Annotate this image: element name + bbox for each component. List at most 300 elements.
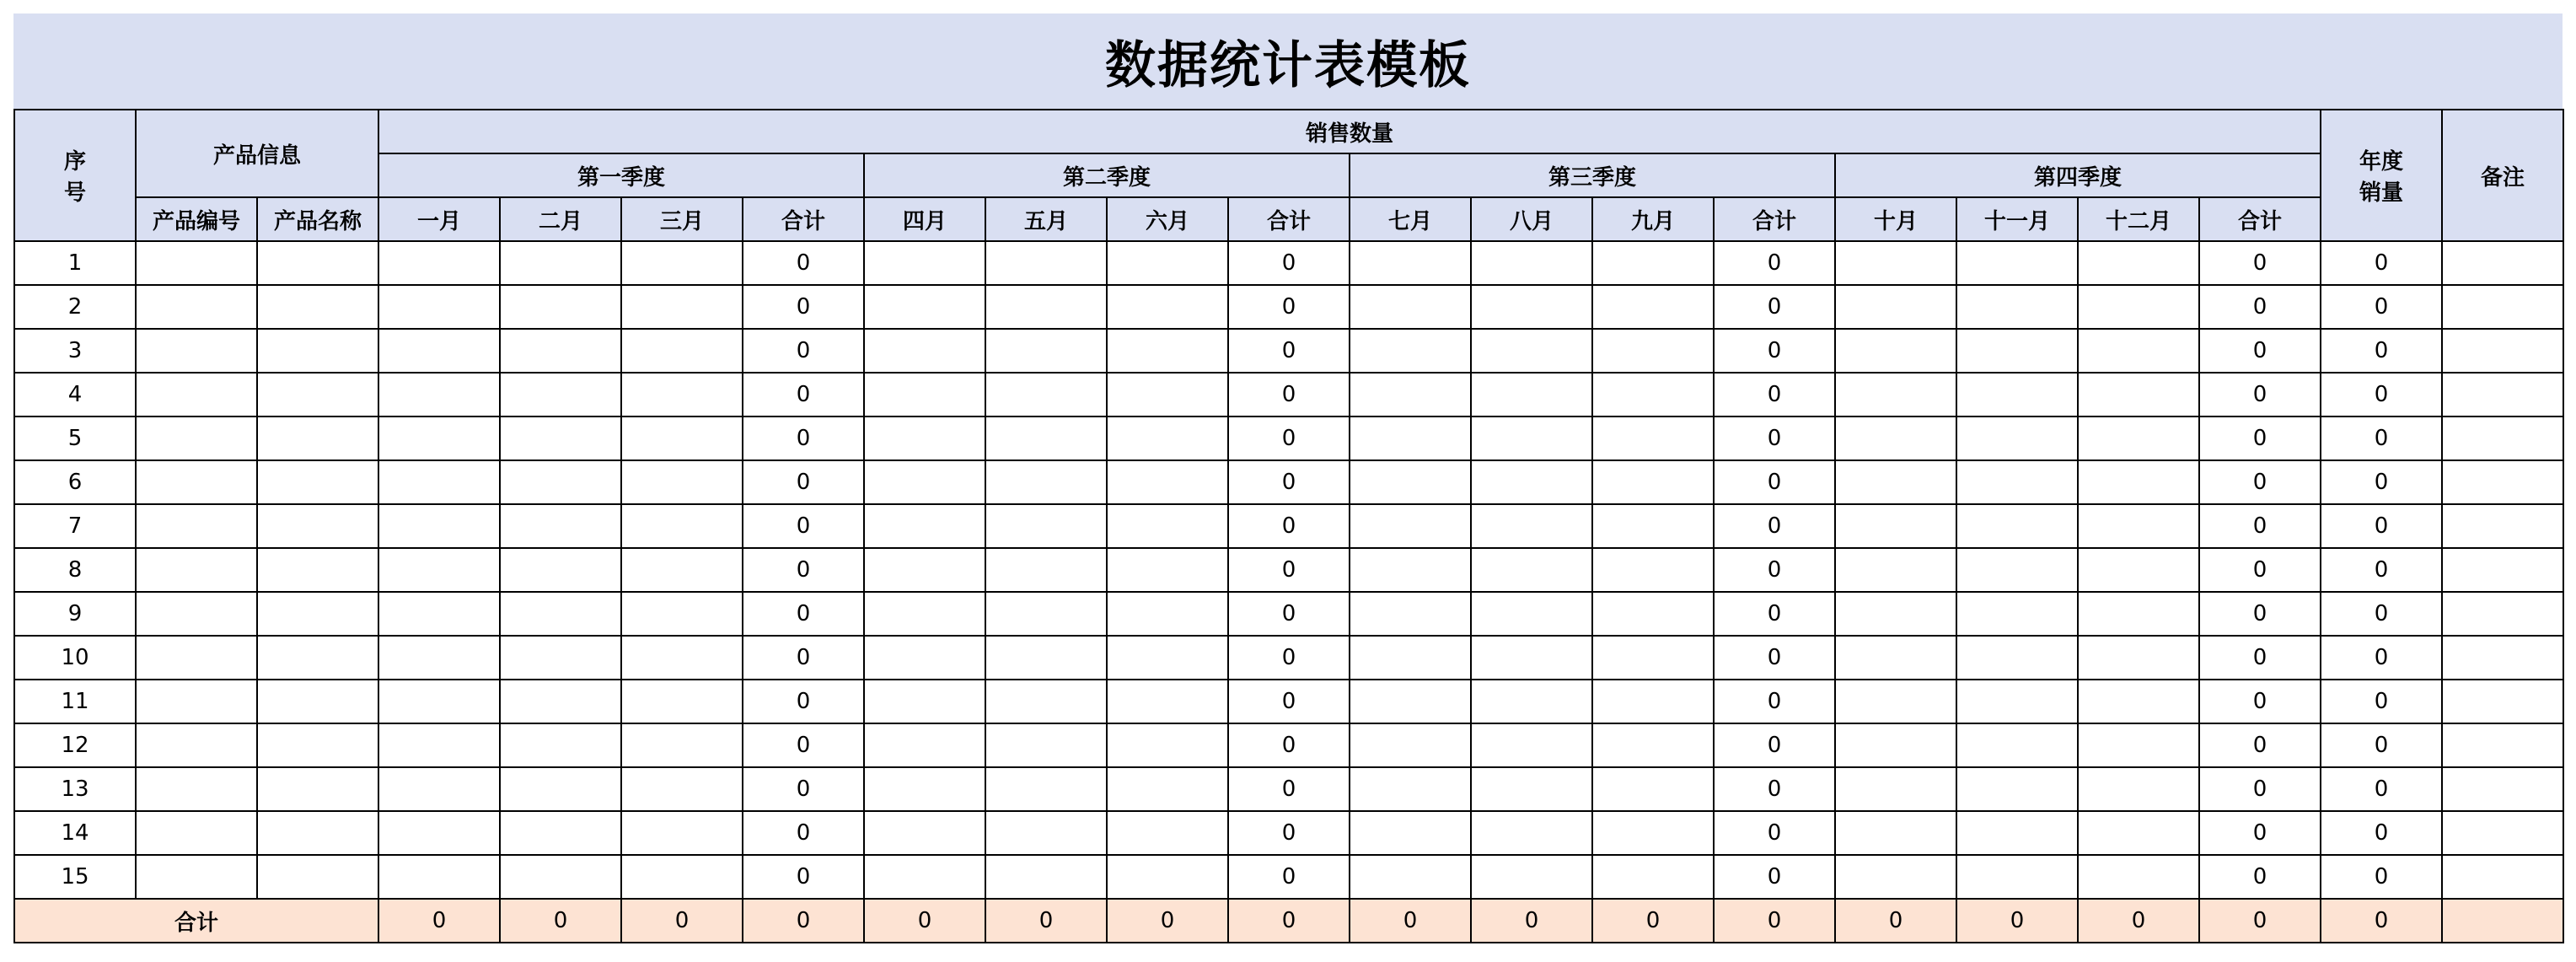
annual-sales-cell[interactable]: 0 bbox=[2321, 855, 2442, 899]
month-cell[interactable] bbox=[2078, 592, 2199, 636]
seq-cell[interactable]: 4 bbox=[14, 373, 136, 417]
month-cell[interactable] bbox=[864, 855, 985, 899]
month-cell[interactable] bbox=[1835, 460, 1956, 504]
month-cell[interactable] bbox=[864, 636, 985, 680]
month-cell[interactable] bbox=[1350, 636, 1471, 680]
month-cell[interactable] bbox=[1835, 811, 1956, 855]
month-cell[interactable] bbox=[1107, 636, 1228, 680]
month-cell[interactable] bbox=[500, 504, 621, 548]
month-cell[interactable] bbox=[621, 636, 743, 680]
month-cell[interactable] bbox=[1107, 241, 1228, 285]
total-month-cell[interactable]: 0 bbox=[1471, 899, 1592, 943]
month-cell[interactable] bbox=[1471, 680, 1592, 723]
seq-cell[interactable]: 12 bbox=[14, 723, 136, 767]
month-cell[interactable] bbox=[1592, 723, 1714, 767]
quarter-subtotal-cell[interactable]: 0 bbox=[2199, 723, 2321, 767]
annual-sales-cell[interactable]: 0 bbox=[2321, 636, 2442, 680]
month-cell[interactable] bbox=[1107, 417, 1228, 460]
quarter-subtotal-cell[interactable]: 0 bbox=[2199, 767, 2321, 811]
month-cell[interactable] bbox=[378, 723, 500, 767]
remark-cell[interactable] bbox=[2442, 548, 2563, 592]
month-cell[interactable] bbox=[1471, 417, 1592, 460]
quarter-subtotal-cell[interactable]: 0 bbox=[1714, 504, 1835, 548]
annual-sales-cell[interactable]: 0 bbox=[2321, 548, 2442, 592]
month-cell[interactable] bbox=[1956, 592, 2078, 636]
month-cell[interactable] bbox=[2078, 767, 2199, 811]
month-cell[interactable] bbox=[1592, 592, 1714, 636]
product-name-cell[interactable] bbox=[257, 548, 378, 592]
month-cell[interactable] bbox=[1471, 811, 1592, 855]
month-cell[interactable] bbox=[1835, 592, 1956, 636]
seq-cell[interactable]: 5 bbox=[14, 417, 136, 460]
remark-cell[interactable] bbox=[2442, 504, 2563, 548]
quarter-subtotal-cell[interactable]: 0 bbox=[1228, 285, 1350, 329]
quarter-subtotal-cell[interactable]: 0 bbox=[1228, 767, 1350, 811]
month-cell[interactable] bbox=[2078, 855, 2199, 899]
month-cell[interactable] bbox=[1592, 680, 1714, 723]
product-code-cell[interactable] bbox=[136, 811, 257, 855]
month-cell[interactable] bbox=[1350, 811, 1471, 855]
seq-cell[interactable]: 8 bbox=[14, 548, 136, 592]
total-month-cell[interactable]: 0 bbox=[1956, 899, 2078, 943]
month-cell[interactable] bbox=[1107, 592, 1228, 636]
annual-sales-cell[interactable]: 0 bbox=[2321, 460, 2442, 504]
seq-cell[interactable]: 13 bbox=[14, 767, 136, 811]
month-cell[interactable] bbox=[985, 811, 1107, 855]
month-cell[interactable] bbox=[985, 241, 1107, 285]
remark-cell[interactable] bbox=[2442, 636, 2563, 680]
month-cell[interactable] bbox=[621, 504, 743, 548]
month-cell[interactable] bbox=[1956, 504, 2078, 548]
product-code-cell[interactable] bbox=[136, 417, 257, 460]
product-code-cell[interactable] bbox=[136, 329, 257, 373]
month-cell[interactable] bbox=[1592, 241, 1714, 285]
product-code-cell[interactable] bbox=[136, 723, 257, 767]
quarter-subtotal-cell[interactable]: 0 bbox=[743, 285, 864, 329]
quarter-subtotal-cell[interactable]: 0 bbox=[2199, 329, 2321, 373]
quarter-subtotal-cell[interactable]: 0 bbox=[2199, 460, 2321, 504]
month-cell[interactable] bbox=[1471, 592, 1592, 636]
month-cell[interactable] bbox=[500, 723, 621, 767]
month-cell[interactable] bbox=[1956, 417, 2078, 460]
month-cell[interactable] bbox=[1592, 811, 1714, 855]
total-annual-cell[interactable]: 0 bbox=[2321, 899, 2442, 943]
total-month-cell[interactable]: 0 bbox=[1350, 899, 1471, 943]
quarter-subtotal-cell[interactable]: 0 bbox=[1228, 811, 1350, 855]
month-cell[interactable] bbox=[1835, 548, 1956, 592]
month-cell[interactable] bbox=[2078, 285, 2199, 329]
month-cell[interactable] bbox=[500, 373, 621, 417]
quarter-subtotal-cell[interactable]: 0 bbox=[2199, 548, 2321, 592]
product-name-cell[interactable] bbox=[257, 329, 378, 373]
month-cell[interactable] bbox=[1471, 460, 1592, 504]
annual-sales-cell[interactable]: 0 bbox=[2321, 592, 2442, 636]
product-name-cell[interactable] bbox=[257, 636, 378, 680]
product-name-cell[interactable] bbox=[257, 285, 378, 329]
month-cell[interactable] bbox=[1471, 767, 1592, 811]
total-month-cell[interactable]: 0 bbox=[500, 899, 621, 943]
seq-cell[interactable]: 14 bbox=[14, 811, 136, 855]
quarter-subtotal-cell[interactable]: 0 bbox=[743, 329, 864, 373]
quarter-subtotal-cell[interactable]: 0 bbox=[743, 767, 864, 811]
product-code-cell[interactable] bbox=[136, 373, 257, 417]
quarter-subtotal-cell[interactable]: 0 bbox=[1714, 680, 1835, 723]
month-cell[interactable] bbox=[985, 723, 1107, 767]
month-cell[interactable] bbox=[1956, 680, 2078, 723]
quarter-subtotal-cell[interactable]: 0 bbox=[2199, 504, 2321, 548]
month-cell[interactable] bbox=[1592, 504, 1714, 548]
month-cell[interactable] bbox=[2078, 373, 2199, 417]
remark-cell[interactable] bbox=[2442, 460, 2563, 504]
month-cell[interactable] bbox=[378, 855, 500, 899]
quarter-subtotal-cell[interactable]: 0 bbox=[2199, 811, 2321, 855]
month-cell[interactable] bbox=[1350, 723, 1471, 767]
quarter-subtotal-cell[interactable]: 0 bbox=[1228, 504, 1350, 548]
annual-sales-cell[interactable]: 0 bbox=[2321, 504, 2442, 548]
annual-sales-cell[interactable]: 0 bbox=[2321, 417, 2442, 460]
month-cell[interactable] bbox=[1835, 373, 1956, 417]
remark-cell[interactable] bbox=[2442, 811, 2563, 855]
quarter-subtotal-cell[interactable]: 0 bbox=[1228, 241, 1350, 285]
month-cell[interactable] bbox=[1956, 855, 2078, 899]
month-cell[interactable] bbox=[1956, 548, 2078, 592]
quarter-subtotal-cell[interactable]: 0 bbox=[1228, 548, 1350, 592]
product-code-cell[interactable] bbox=[136, 241, 257, 285]
month-cell[interactable] bbox=[985, 285, 1107, 329]
month-cell[interactable] bbox=[864, 373, 985, 417]
quarter-subtotal-cell[interactable]: 0 bbox=[1228, 460, 1350, 504]
month-cell[interactable] bbox=[2078, 329, 2199, 373]
month-cell[interactable] bbox=[1835, 329, 1956, 373]
month-cell[interactable] bbox=[1107, 329, 1228, 373]
annual-sales-cell[interactable]: 0 bbox=[2321, 329, 2442, 373]
total-remark-cell[interactable] bbox=[2442, 899, 2563, 943]
product-name-cell[interactable] bbox=[257, 373, 378, 417]
month-cell[interactable] bbox=[378, 636, 500, 680]
month-cell[interactable] bbox=[1107, 855, 1228, 899]
product-code-cell[interactable] bbox=[136, 636, 257, 680]
month-cell[interactable] bbox=[500, 855, 621, 899]
month-cell[interactable] bbox=[1592, 767, 1714, 811]
month-cell[interactable] bbox=[621, 417, 743, 460]
month-cell[interactable] bbox=[378, 548, 500, 592]
product-code-cell[interactable] bbox=[136, 285, 257, 329]
month-cell[interactable] bbox=[1835, 636, 1956, 680]
product-code-cell[interactable] bbox=[136, 767, 257, 811]
month-cell[interactable] bbox=[621, 723, 743, 767]
month-cell[interactable] bbox=[985, 460, 1107, 504]
total-month-cell[interactable]: 0 bbox=[864, 899, 985, 943]
month-cell[interactable] bbox=[378, 373, 500, 417]
month-cell[interactable] bbox=[985, 373, 1107, 417]
month-cell[interactable] bbox=[500, 811, 621, 855]
month-cell[interactable] bbox=[2078, 548, 2199, 592]
total-month-cell[interactable]: 0 bbox=[1107, 899, 1228, 943]
month-cell[interactable] bbox=[2078, 241, 2199, 285]
month-cell[interactable] bbox=[1471, 548, 1592, 592]
month-cell[interactable] bbox=[1835, 680, 1956, 723]
month-cell[interactable] bbox=[621, 285, 743, 329]
month-cell[interactable] bbox=[1350, 855, 1471, 899]
month-cell[interactable] bbox=[500, 592, 621, 636]
seq-cell[interactable]: 11 bbox=[14, 680, 136, 723]
month-cell[interactable] bbox=[985, 504, 1107, 548]
month-cell[interactable] bbox=[1956, 723, 2078, 767]
quarter-subtotal-cell[interactable]: 0 bbox=[1714, 811, 1835, 855]
total-month-cell[interactable]: 0 bbox=[985, 899, 1107, 943]
quarter-subtotal-cell[interactable]: 0 bbox=[1714, 548, 1835, 592]
product-name-cell[interactable] bbox=[257, 855, 378, 899]
month-cell[interactable] bbox=[1350, 680, 1471, 723]
seq-cell[interactable]: 1 bbox=[14, 241, 136, 285]
month-cell[interactable] bbox=[1471, 329, 1592, 373]
month-cell[interactable] bbox=[500, 285, 621, 329]
month-cell[interactable] bbox=[378, 417, 500, 460]
month-cell[interactable] bbox=[1592, 417, 1714, 460]
month-cell[interactable] bbox=[1835, 767, 1956, 811]
quarter-subtotal-cell[interactable]: 0 bbox=[743, 680, 864, 723]
annual-sales-cell[interactable]: 0 bbox=[2321, 285, 2442, 329]
annual-sales-cell[interactable]: 0 bbox=[2321, 767, 2442, 811]
quarter-subtotal-cell[interactable]: 0 bbox=[2199, 592, 2321, 636]
month-cell[interactable] bbox=[621, 460, 743, 504]
month-cell[interactable] bbox=[1471, 855, 1592, 899]
total-quarter-subtotal-cell[interactable]: 0 bbox=[2199, 899, 2321, 943]
month-cell[interactable] bbox=[1107, 548, 1228, 592]
quarter-subtotal-cell[interactable]: 0 bbox=[743, 373, 864, 417]
month-cell[interactable] bbox=[1471, 241, 1592, 285]
month-cell[interactable] bbox=[2078, 460, 2199, 504]
month-cell[interactable] bbox=[1956, 460, 2078, 504]
month-cell[interactable] bbox=[1592, 285, 1714, 329]
month-cell[interactable] bbox=[1107, 767, 1228, 811]
total-quarter-subtotal-cell[interactable]: 0 bbox=[743, 899, 864, 943]
month-cell[interactable] bbox=[864, 460, 985, 504]
product-name-cell[interactable] bbox=[257, 417, 378, 460]
quarter-subtotal-cell[interactable]: 0 bbox=[743, 460, 864, 504]
month-cell[interactable] bbox=[378, 680, 500, 723]
month-cell[interactable] bbox=[2078, 504, 2199, 548]
month-cell[interactable] bbox=[864, 680, 985, 723]
month-cell[interactable] bbox=[1471, 504, 1592, 548]
month-cell[interactable] bbox=[1471, 723, 1592, 767]
remark-cell[interactable] bbox=[2442, 329, 2563, 373]
month-cell[interactable] bbox=[621, 767, 743, 811]
month-cell[interactable] bbox=[2078, 811, 2199, 855]
product-name-cell[interactable] bbox=[257, 811, 378, 855]
total-month-cell[interactable]: 0 bbox=[2078, 899, 2199, 943]
month-cell[interactable] bbox=[500, 636, 621, 680]
product-code-cell[interactable] bbox=[136, 504, 257, 548]
annual-sales-cell[interactable]: 0 bbox=[2321, 241, 2442, 285]
month-cell[interactable] bbox=[864, 504, 985, 548]
month-cell[interactable] bbox=[378, 285, 500, 329]
seq-cell[interactable]: 2 bbox=[14, 285, 136, 329]
month-cell[interactable] bbox=[1592, 855, 1714, 899]
quarter-subtotal-cell[interactable]: 0 bbox=[1714, 241, 1835, 285]
month-cell[interactable] bbox=[1956, 811, 2078, 855]
seq-cell[interactable]: 6 bbox=[14, 460, 136, 504]
quarter-subtotal-cell[interactable]: 0 bbox=[2199, 680, 2321, 723]
month-cell[interactable] bbox=[621, 811, 743, 855]
month-cell[interactable] bbox=[1350, 417, 1471, 460]
product-name-cell[interactable] bbox=[257, 504, 378, 548]
month-cell[interactable] bbox=[500, 460, 621, 504]
month-cell[interactable] bbox=[1350, 373, 1471, 417]
remark-cell[interactable] bbox=[2442, 855, 2563, 899]
month-cell[interactable] bbox=[378, 460, 500, 504]
month-cell[interactable] bbox=[2078, 680, 2199, 723]
month-cell[interactable] bbox=[621, 329, 743, 373]
month-cell[interactable] bbox=[1956, 767, 2078, 811]
month-cell[interactable] bbox=[621, 855, 743, 899]
month-cell[interactable] bbox=[500, 329, 621, 373]
month-cell[interactable] bbox=[864, 548, 985, 592]
month-cell[interactable] bbox=[1956, 241, 2078, 285]
month-cell[interactable] bbox=[1835, 855, 1956, 899]
month-cell[interactable] bbox=[1350, 767, 1471, 811]
month-cell[interactable] bbox=[500, 241, 621, 285]
product-name-cell[interactable] bbox=[257, 680, 378, 723]
quarter-subtotal-cell[interactable]: 0 bbox=[2199, 636, 2321, 680]
month-cell[interactable] bbox=[378, 592, 500, 636]
month-cell[interactable] bbox=[1835, 417, 1956, 460]
remark-cell[interactable] bbox=[2442, 680, 2563, 723]
month-cell[interactable] bbox=[500, 417, 621, 460]
month-cell[interactable] bbox=[864, 329, 985, 373]
seq-cell[interactable]: 7 bbox=[14, 504, 136, 548]
month-cell[interactable] bbox=[2078, 723, 2199, 767]
month-cell[interactable] bbox=[985, 680, 1107, 723]
month-cell[interactable] bbox=[1956, 285, 2078, 329]
quarter-subtotal-cell[interactable]: 0 bbox=[2199, 855, 2321, 899]
quarter-subtotal-cell[interactable]: 0 bbox=[2199, 417, 2321, 460]
remark-cell[interactable] bbox=[2442, 373, 2563, 417]
month-cell[interactable] bbox=[1592, 460, 1714, 504]
month-cell[interactable] bbox=[2078, 636, 2199, 680]
month-cell[interactable] bbox=[1956, 329, 2078, 373]
annual-sales-cell[interactable]: 0 bbox=[2321, 680, 2442, 723]
month-cell[interactable] bbox=[864, 811, 985, 855]
month-cell[interactable] bbox=[621, 592, 743, 636]
month-cell[interactable] bbox=[378, 504, 500, 548]
month-cell[interactable] bbox=[621, 548, 743, 592]
month-cell[interactable] bbox=[1107, 811, 1228, 855]
quarter-subtotal-cell[interactable]: 0 bbox=[743, 811, 864, 855]
month-cell[interactable] bbox=[864, 592, 985, 636]
product-code-cell[interactable] bbox=[136, 548, 257, 592]
annual-sales-cell[interactable]: 0 bbox=[2321, 811, 2442, 855]
month-cell[interactable] bbox=[1835, 241, 1956, 285]
month-cell[interactable] bbox=[1592, 373, 1714, 417]
month-cell[interactable] bbox=[2078, 417, 2199, 460]
month-cell[interactable] bbox=[864, 417, 985, 460]
total-month-cell[interactable]: 0 bbox=[378, 899, 500, 943]
product-name-cell[interactable] bbox=[257, 241, 378, 285]
seq-cell[interactable]: 15 bbox=[14, 855, 136, 899]
month-cell[interactable] bbox=[1107, 460, 1228, 504]
month-cell[interactable] bbox=[1107, 285, 1228, 329]
quarter-subtotal-cell[interactable]: 0 bbox=[1714, 767, 1835, 811]
month-cell[interactable] bbox=[500, 767, 621, 811]
total-quarter-subtotal-cell[interactable]: 0 bbox=[1228, 899, 1350, 943]
month-cell[interactable] bbox=[1835, 285, 1956, 329]
remark-cell[interactable] bbox=[2442, 592, 2563, 636]
month-cell[interactable] bbox=[1956, 636, 2078, 680]
quarter-subtotal-cell[interactable]: 0 bbox=[1714, 592, 1835, 636]
total-quarter-subtotal-cell[interactable]: 0 bbox=[1714, 899, 1835, 943]
quarter-subtotal-cell[interactable]: 0 bbox=[1228, 723, 1350, 767]
quarter-subtotal-cell[interactable]: 0 bbox=[2199, 285, 2321, 329]
month-cell[interactable] bbox=[1350, 592, 1471, 636]
month-cell[interactable] bbox=[378, 811, 500, 855]
product-code-cell[interactable] bbox=[136, 460, 257, 504]
month-cell[interactable] bbox=[1107, 373, 1228, 417]
month-cell[interactable] bbox=[621, 680, 743, 723]
month-cell[interactable] bbox=[985, 767, 1107, 811]
quarter-subtotal-cell[interactable]: 0 bbox=[1714, 329, 1835, 373]
total-month-cell[interactable]: 0 bbox=[1835, 899, 1956, 943]
quarter-subtotal-cell[interactable]: 0 bbox=[743, 417, 864, 460]
quarter-subtotal-cell[interactable]: 0 bbox=[1228, 592, 1350, 636]
total-month-cell[interactable]: 0 bbox=[621, 899, 743, 943]
month-cell[interactable] bbox=[985, 855, 1107, 899]
quarter-subtotal-cell[interactable]: 0 bbox=[1714, 723, 1835, 767]
month-cell[interactable] bbox=[985, 548, 1107, 592]
month-cell[interactable] bbox=[1107, 504, 1228, 548]
product-name-cell[interactable] bbox=[257, 460, 378, 504]
quarter-subtotal-cell[interactable]: 0 bbox=[743, 504, 864, 548]
quarter-subtotal-cell[interactable]: 0 bbox=[743, 241, 864, 285]
product-name-cell[interactable] bbox=[257, 592, 378, 636]
quarter-subtotal-cell[interactable]: 0 bbox=[1714, 373, 1835, 417]
month-cell[interactable] bbox=[864, 241, 985, 285]
month-cell[interactable] bbox=[500, 680, 621, 723]
product-name-cell[interactable] bbox=[257, 723, 378, 767]
product-name-cell[interactable] bbox=[257, 767, 378, 811]
month-cell[interactable] bbox=[985, 592, 1107, 636]
month-cell[interactable] bbox=[621, 373, 743, 417]
product-code-cell[interactable] bbox=[136, 855, 257, 899]
seq-cell[interactable]: 3 bbox=[14, 329, 136, 373]
month-cell[interactable] bbox=[985, 636, 1107, 680]
quarter-subtotal-cell[interactable]: 0 bbox=[1228, 636, 1350, 680]
month-cell[interactable] bbox=[1471, 373, 1592, 417]
annual-sales-cell[interactable]: 0 bbox=[2321, 723, 2442, 767]
month-cell[interactable] bbox=[1956, 373, 2078, 417]
remark-cell[interactable] bbox=[2442, 285, 2563, 329]
quarter-subtotal-cell[interactable]: 0 bbox=[2199, 241, 2321, 285]
month-cell[interactable] bbox=[1107, 723, 1228, 767]
month-cell[interactable] bbox=[1350, 504, 1471, 548]
month-cell[interactable] bbox=[1835, 504, 1956, 548]
seq-cell[interactable]: 10 bbox=[14, 636, 136, 680]
month-cell[interactable] bbox=[1350, 548, 1471, 592]
month-cell[interactable] bbox=[864, 767, 985, 811]
month-cell[interactable] bbox=[1350, 329, 1471, 373]
month-cell[interactable] bbox=[1592, 329, 1714, 373]
month-cell[interactable] bbox=[378, 767, 500, 811]
month-cell[interactable] bbox=[985, 417, 1107, 460]
product-code-cell[interactable] bbox=[136, 680, 257, 723]
month-cell[interactable] bbox=[1592, 636, 1714, 680]
quarter-subtotal-cell[interactable]: 0 bbox=[743, 723, 864, 767]
month-cell[interactable] bbox=[1107, 680, 1228, 723]
quarter-subtotal-cell[interactable]: 0 bbox=[2199, 373, 2321, 417]
month-cell[interactable] bbox=[621, 241, 743, 285]
month-cell[interactable] bbox=[1592, 548, 1714, 592]
quarter-subtotal-cell[interactable]: 0 bbox=[1228, 855, 1350, 899]
